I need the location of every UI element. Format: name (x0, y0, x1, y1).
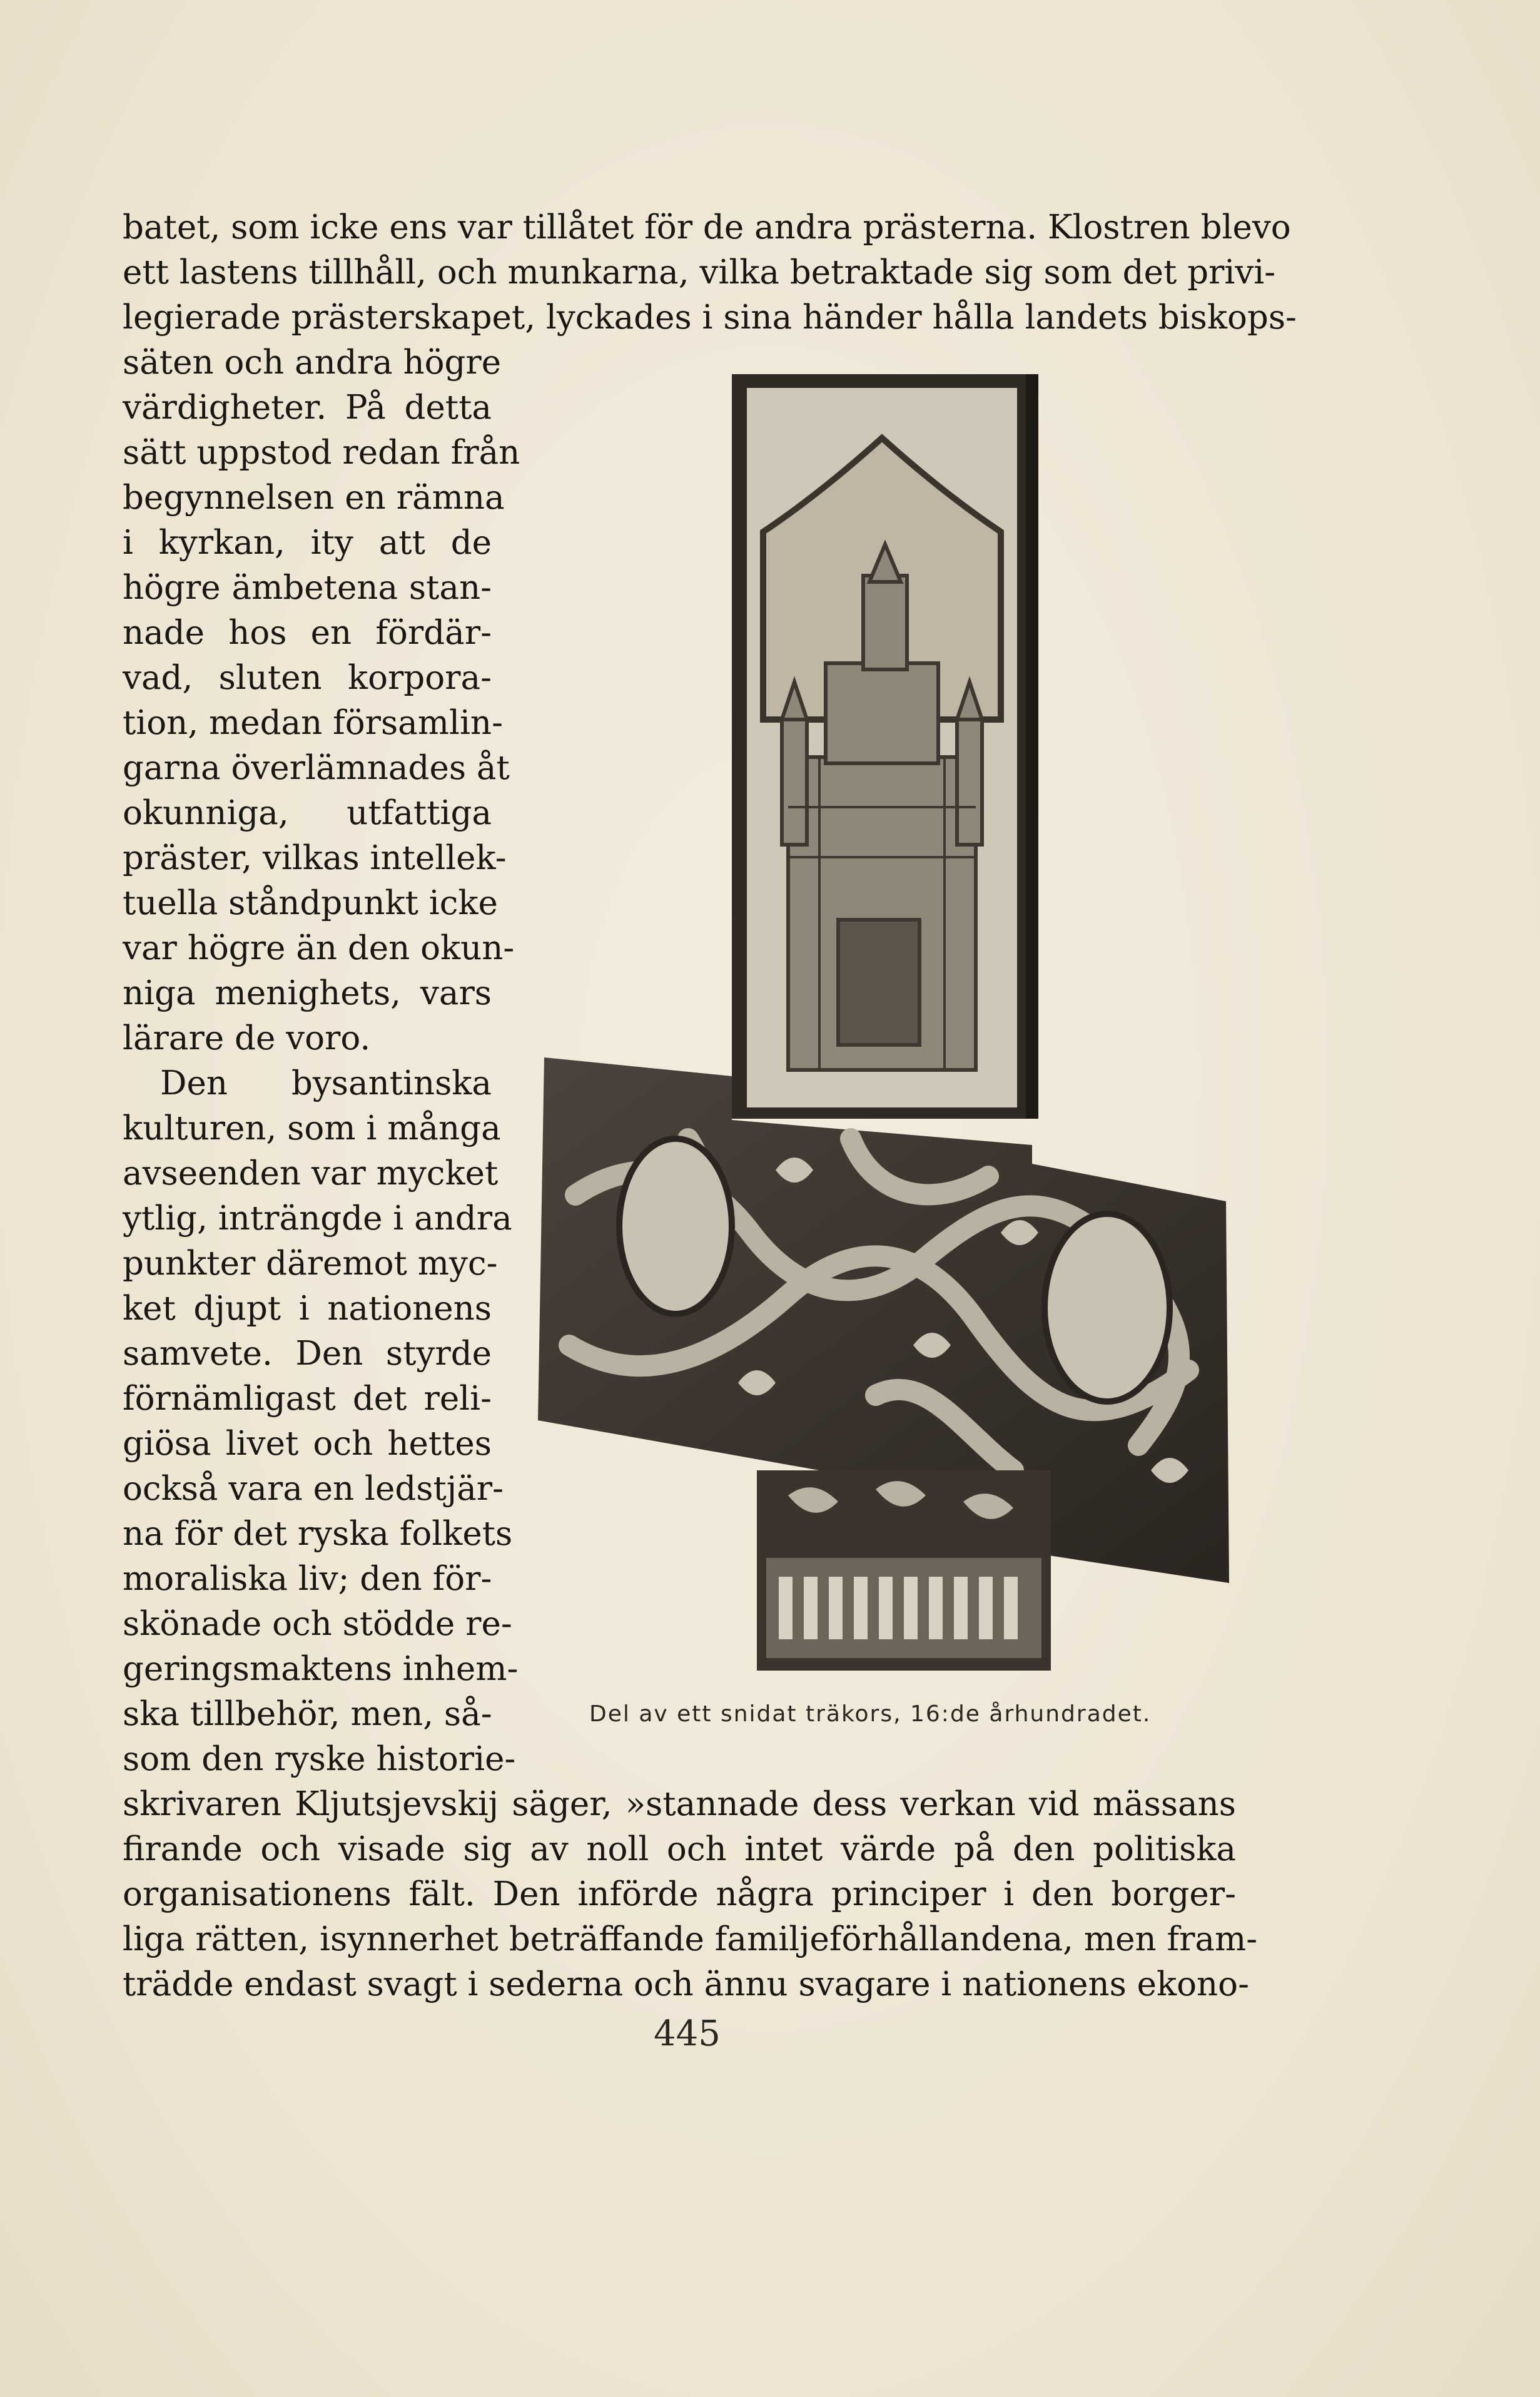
text-line: ket djupt i nationens (123, 1290, 492, 1328)
text-line: garna överlämnades åt (123, 749, 510, 787)
text-line: organisationens fält. Den införde några principer i den borger- (123, 1875, 1236, 1913)
text-line: samvete. Den styrde (123, 1335, 492, 1373)
text-line: kulturen, som i många (123, 1109, 501, 1148)
text-line: förnämligast det reli- (123, 1380, 492, 1418)
text-line: också vara en ledstjär- (123, 1470, 504, 1508)
text-line: nade hos en fördär- (123, 614, 492, 652)
text-line: lärare de voro. (123, 1019, 371, 1057)
text-line: niga menighets, vars (123, 974, 492, 1012)
text-line: som den ryske historie- (123, 1740, 516, 1778)
figure-caption: Del av ett snidat träkors, 16:de århundradet. (589, 1701, 1152, 1727)
text-line: liga rätten, isynnerhet beträffande familjeförhållandena, men fram- (123, 1920, 1258, 1958)
cross-lower-stem (757, 1470, 1051, 1671)
text-line: ett lastens tillhåll, och munkarna, vilka betraktade sig som det privi- (123, 253, 1276, 292)
text-line: giösa livet och hettes (123, 1425, 492, 1463)
text-line: trädde endast svagt i sederna och ännu svagare i nationens ekono- (123, 1965, 1249, 2003)
text-line: i kyrkan, ity att de (123, 524, 492, 562)
text-line: säten och andra högre (123, 344, 502, 382)
text-line: avseenden var mycket (123, 1154, 499, 1193)
text-line: okunniga, utfattiga (123, 794, 492, 832)
text-line: sätt uppstod redan från (123, 434, 520, 472)
text-line: skönade och stödde re- (123, 1605, 512, 1643)
text-line: legierade prästerskapet, lyckades i sina händer hålla landets biskops- (123, 298, 1297, 337)
text-line: ska tillbehör, men, så- (123, 1695, 492, 1733)
text-line: geringsmaktens inhem- (123, 1650, 519, 1688)
text-line: punkter däremot myc- (123, 1244, 498, 1283)
text-line: högre ämbetena stan- (123, 569, 492, 607)
text-line: begynnelsen en rämna (123, 479, 505, 517)
text-line: var högre än den okun- (123, 929, 515, 967)
page-number: 445 (654, 2013, 721, 2054)
text-line: moraliska liv; den för- (123, 1560, 492, 1598)
text-line: Den bysantinska (160, 1064, 492, 1102)
text-line: vad, sluten korpora- (123, 659, 492, 697)
carved-cross-photo (525, 369, 1236, 1677)
text-line: batet, som icke ens var tillåtet för de andra prästerna. Klostren blevo (123, 208, 1291, 247)
text-line: präster, vilkas intellek- (123, 839, 507, 877)
text-line: na för det ryska folkets (123, 1515, 513, 1553)
cross-upper-panel (732, 374, 1038, 1119)
text-line: firande och visade sig av noll och intet värde på den politiska (123, 1830, 1236, 1868)
text-line: ytlig, inträngde i andra (123, 1199, 512, 1238)
text-line: tuella ståndpunkt icke (123, 884, 498, 922)
text-line: värdigheter. På detta (123, 389, 492, 427)
text-line: tion, medan församlin- (123, 704, 503, 742)
text-line: skrivaren Kljutsjevskij säger, »stannade dess verkan vid mässans (123, 1785, 1236, 1823)
